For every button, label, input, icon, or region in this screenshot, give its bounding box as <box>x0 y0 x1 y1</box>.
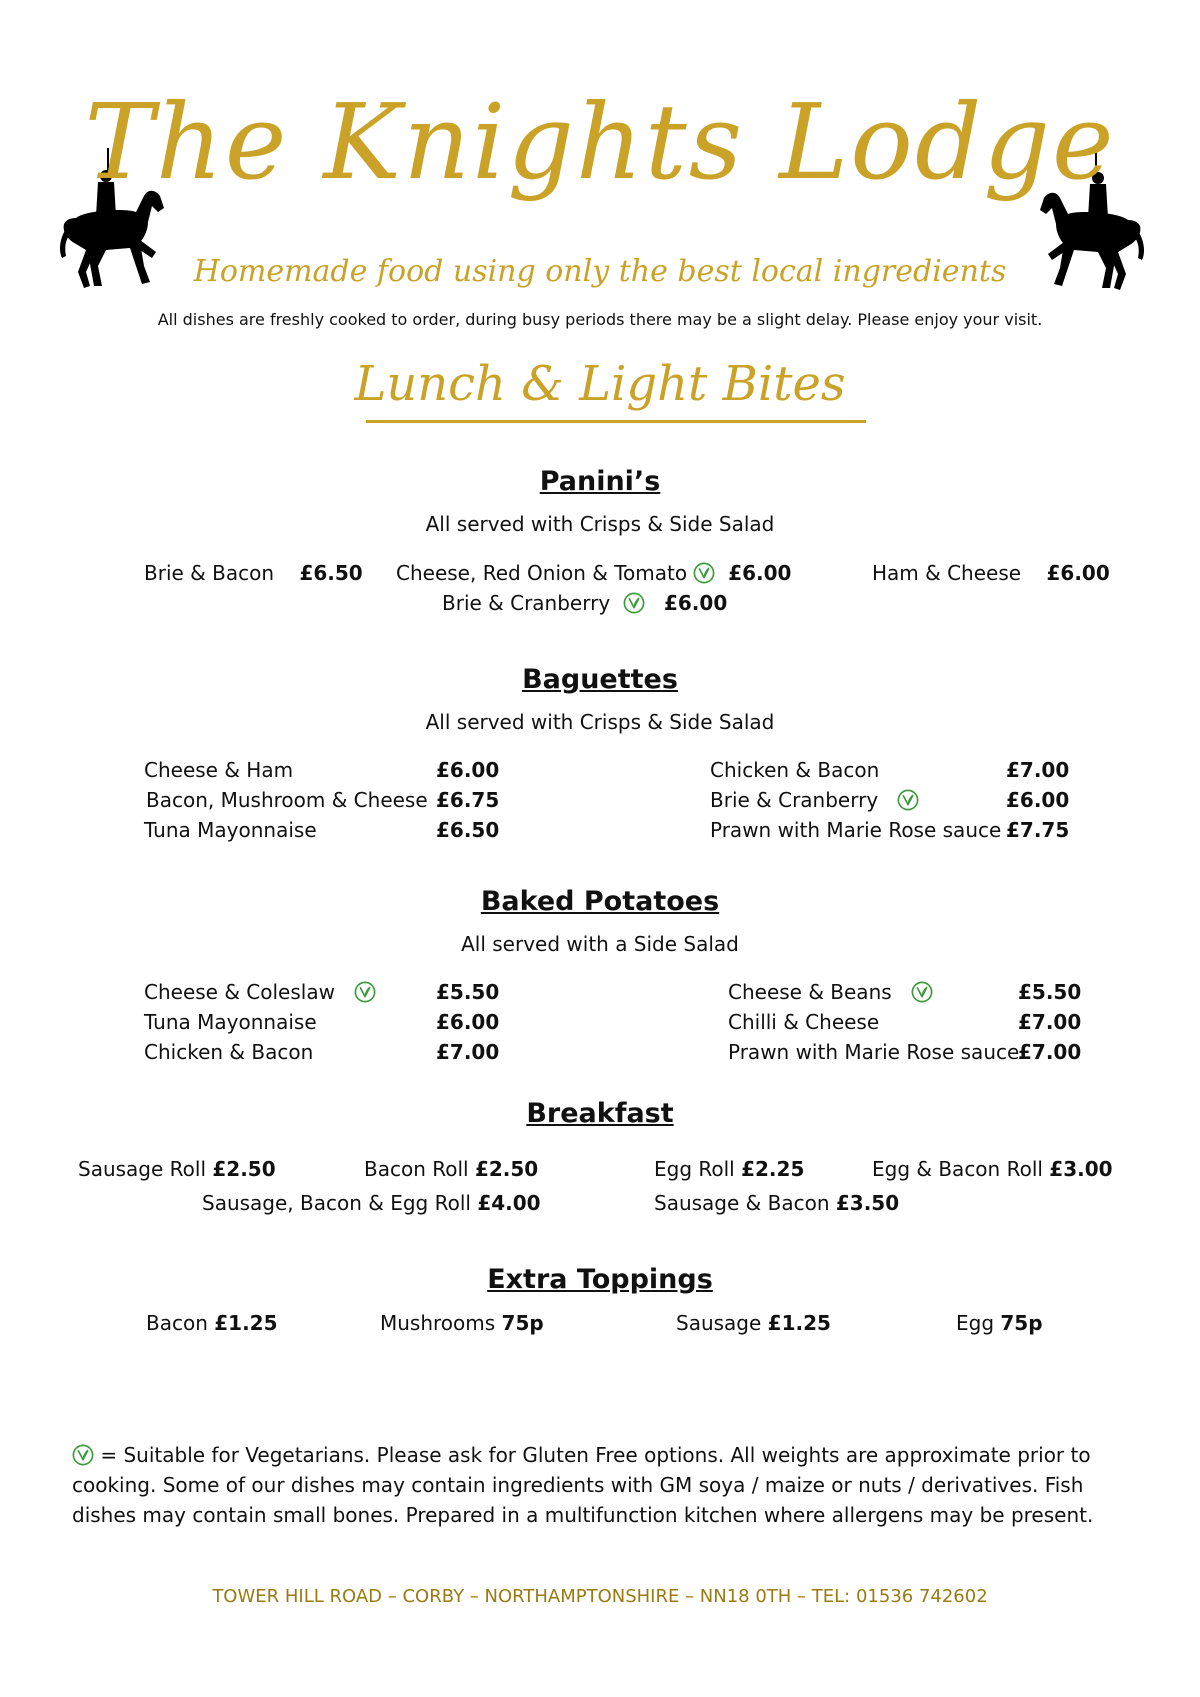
section-heading-baked-potatoes: Baked Potatoes <box>480 886 720 917</box>
menu-item-name: Prawn with Marie Rose sauce <box>728 1040 1020 1064</box>
vegetarian-v-icon <box>354 981 376 1003</box>
menu-item-price: £6.00 <box>436 1010 500 1034</box>
section-heading-baguettes: Baguettes <box>522 664 678 695</box>
menu-item <box>442 590 727 616</box>
item-name: Sausage & Bacon <box>654 1191 830 1215</box>
menu-item-name: Chicken & Bacon <box>710 758 880 782</box>
menu-item <box>144 979 376 1005</box>
menu-item-name: Bacon, Mushroom & Cheese <box>146 788 428 812</box>
menu-item <box>146 1310 278 1336</box>
item-name: Brie & Cranberry <box>442 591 611 615</box>
menu-item-price: £7.00 <box>1018 1040 1082 1064</box>
item-name: Sausage <box>676 1311 762 1335</box>
item-price: £1.25 <box>214 1311 278 1335</box>
restaurant-title: The Knights Lodge <box>84 81 1116 203</box>
item-price: £2.50 <box>212 1157 276 1181</box>
allergen-footnote <box>72 1440 1132 1530</box>
menu-item-price: £6.00 <box>436 758 500 782</box>
menu-item <box>956 1310 1043 1336</box>
menu-item-price: £5.50 <box>436 980 500 1004</box>
menu-item <box>676 1310 831 1336</box>
menu-item-name: Prawn with Marie Rose sauce <box>710 818 1002 842</box>
vegetarian-v-icon <box>623 592 645 614</box>
footnote-text: = Suitable for Vegetarians. Please ask for Gluten Free options. All weights are approximate prior to cooking. Some of our dishes may contain ingredients with GM soya / maize or nuts / derivatives. Fish dishes may contain small bones. Prepared in a multifunction kitchen where allergens may be present. <box>72 1443 1094 1527</box>
menu-item <box>654 1156 804 1182</box>
vegetarian-v-icon <box>911 981 933 1003</box>
item-name: Egg Roll <box>654 1157 735 1181</box>
vegetarian-v-icon <box>693 562 715 584</box>
item-price: £1.25 <box>767 1311 831 1335</box>
menu-item <box>872 560 1110 586</box>
item-price: £3.00 <box>1049 1157 1113 1181</box>
tagline: Homemade food using only the best local ingredients <box>193 254 1007 289</box>
menu-item <box>654 1190 899 1216</box>
item-name: Bacon Roll <box>364 1157 469 1181</box>
item-price: £2.25 <box>741 1157 805 1181</box>
menu-item <box>380 1310 544 1336</box>
menu-item-price: £5.50 <box>1018 980 1082 1004</box>
menu-item-name: Cheese & Ham <box>144 758 294 782</box>
item-price: £3.50 <box>835 1191 900 1215</box>
section-heading-extra-toppings: Extra Toppings <box>487 1264 713 1295</box>
item-price: 75p <box>501 1311 544 1335</box>
item-price: £6.00 <box>728 561 792 585</box>
vegetarian-v-icon <box>72 1444 94 1466</box>
section-heading-breakfast: Breakfast <box>526 1098 674 1129</box>
menu-item-price: £7.00 <box>1018 1010 1082 1034</box>
menu-item-price: £7.75 <box>1006 818 1070 842</box>
vegetarian-v-icon <box>897 789 919 811</box>
item-name: Cheese & Beans <box>728 980 892 1004</box>
item-name: Brie & Cranberry <box>710 788 879 812</box>
subtitle-underline <box>366 420 866 423</box>
order-notice: All dishes are freshly cooked to order, during busy periods there may be a slight delay. Please enjoy your visit. <box>157 310 1043 329</box>
item-name: Brie & Bacon <box>144 561 274 585</box>
item-name: Ham & Cheese <box>872 561 1022 585</box>
menu-subtitle: Lunch & Light Bites <box>354 356 846 412</box>
item-name: Mushrooms <box>380 1311 496 1335</box>
section-heading-paninis: Panini’s <box>539 466 661 497</box>
menu-item <box>78 1156 276 1182</box>
item-price: £4.00 <box>477 1191 541 1215</box>
menu-item <box>872 1156 1113 1182</box>
item-name: Sausage Roll <box>78 1157 207 1181</box>
item-name: Bacon <box>146 1311 208 1335</box>
item-name: Egg & Bacon Roll <box>872 1157 1043 1181</box>
menu-item-price: £6.50 <box>436 818 500 842</box>
menu-item <box>396 560 791 586</box>
menu-item-name: Chilli & Cheese <box>728 1010 880 1034</box>
menu-item <box>202 1190 541 1216</box>
item-price: £6.50 <box>299 561 363 585</box>
item-price: £6.00 <box>663 591 728 615</box>
menu-item-name: Tuna Mayonnaise <box>144 818 317 842</box>
section-subheading-baguettes: All served with Crisps & Side Salad <box>425 710 775 734</box>
menu-item <box>364 1156 538 1182</box>
item-name: Cheese, Red Onion & Tomato <box>396 561 688 585</box>
menu-item <box>144 560 363 586</box>
item-name: Sausage, Bacon & Egg Roll <box>202 1191 471 1215</box>
item-price: 75p <box>1000 1311 1043 1335</box>
item-name: Cheese & Coleslaw <box>144 980 335 1004</box>
item-price: £6.00 <box>1046 561 1110 585</box>
section-subheading-paninis: All served with Crisps & Side Salad <box>425 512 775 536</box>
item-name: Egg <box>956 1311 995 1335</box>
menu-item-price: £6.75 <box>436 788 500 812</box>
menu-item-price: £7.00 <box>1006 758 1070 782</box>
section-subheading-baked-potatoes: All served with a Side Salad <box>461 932 739 956</box>
menu-item <box>710 787 919 813</box>
menu-item-price: £7.00 <box>436 1040 500 1064</box>
menu-item-name: Chicken & Bacon <box>144 1040 314 1064</box>
item-price: £2.50 <box>474 1157 539 1181</box>
menu-item-price: £6.00 <box>1006 788 1070 812</box>
menu-item-name: Tuna Mayonnaise <box>144 1010 317 1034</box>
menu-item <box>728 979 933 1005</box>
footer-address: TOWER HILL ROAD – CORBY – NORTHAMPTONSHIRE – NN18 0TH – TEL: 01536 742602 <box>212 1586 988 1607</box>
